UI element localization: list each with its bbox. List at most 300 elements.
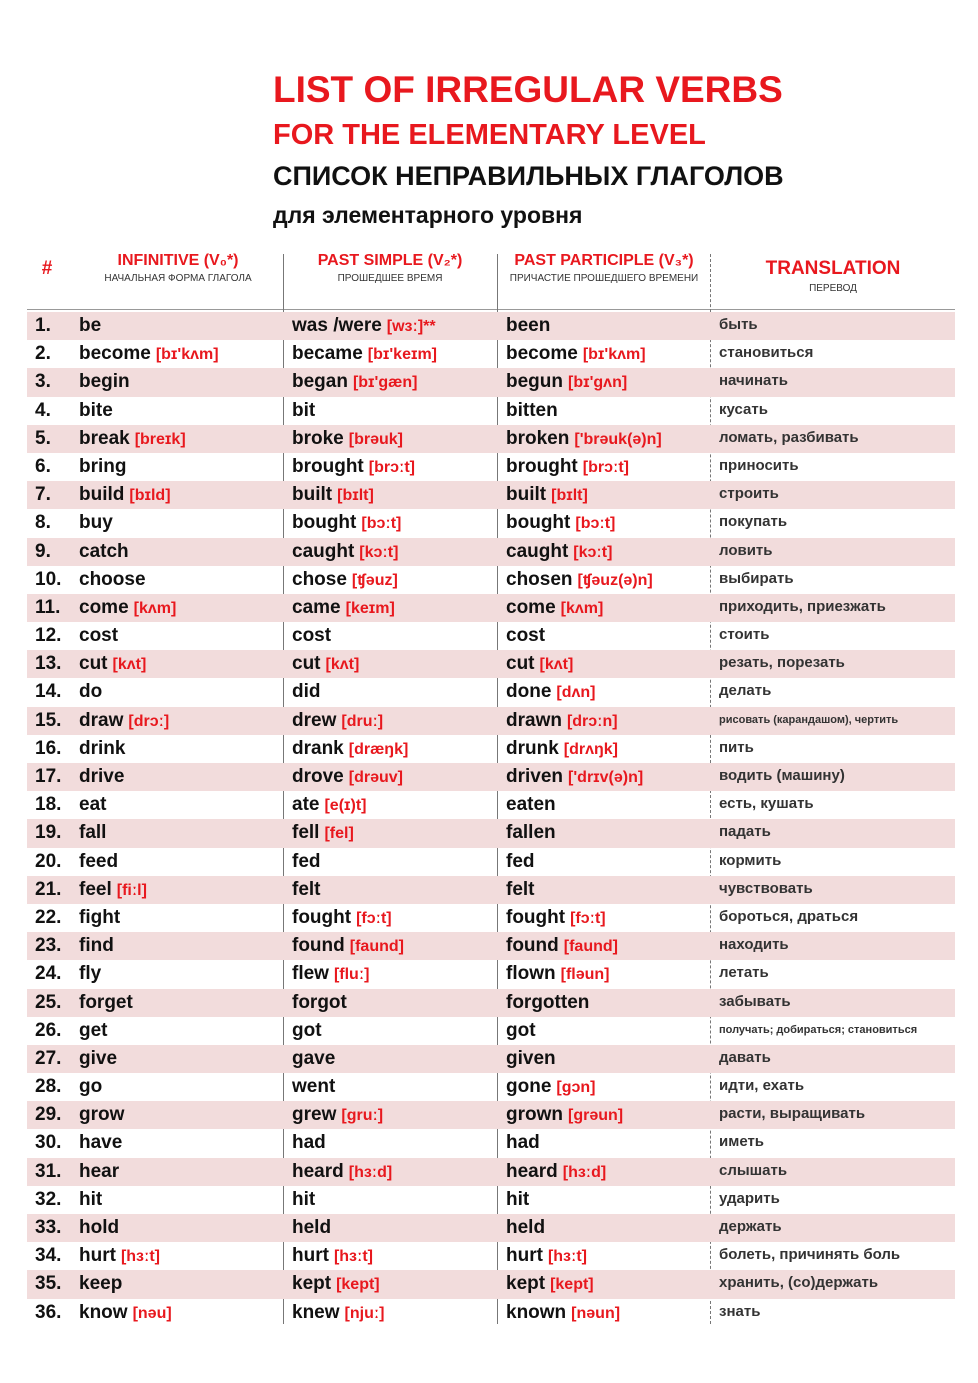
past-simple-cell bbox=[292, 735, 408, 763]
infinitive-cell bbox=[79, 1129, 122, 1157]
infinitive-cell-word: find bbox=[79, 935, 114, 957]
past-participle-cell bbox=[506, 876, 535, 904]
infinitive-cell-word: fall bbox=[79, 822, 107, 844]
header-infinitive bbox=[74, 252, 282, 310]
infinitive-cell-word: get bbox=[79, 1019, 108, 1041]
past-simple-cell-transcription: [wɜː]** bbox=[386, 318, 436, 335]
infinitive-cell bbox=[79, 876, 147, 904]
past-simple-cell-word: chose bbox=[292, 568, 347, 590]
past-simple-cell-word: began bbox=[292, 371, 348, 393]
infinitive-cell-transcription: [drɔː] bbox=[128, 712, 170, 730]
past-simple-cell-word: cost bbox=[292, 625, 332, 647]
infinitive-cell-word: break bbox=[79, 427, 130, 449]
past-participle-cell bbox=[506, 763, 643, 791]
past-simple-cell bbox=[292, 848, 321, 876]
infinitive-cell bbox=[79, 1214, 119, 1242]
past-simple-cell bbox=[292, 1270, 380, 1298]
row-number: 31. bbox=[35, 1160, 62, 1182]
table-row bbox=[27, 538, 955, 566]
page-title: LIST OF IRREGULAR VERBS bbox=[273, 69, 783, 110]
row-number: 35. bbox=[35, 1273, 62, 1295]
past-simple-cell-word: hurt bbox=[292, 1245, 329, 1267]
header-past-label: PAST SIMPLE (V₂*) bbox=[317, 252, 463, 269]
past-participle-cell bbox=[506, 397, 558, 425]
past-simple-cell-word: held bbox=[292, 1217, 332, 1238]
past-participle-cell-word: flown bbox=[506, 963, 556, 985]
infinitive-cell-word: drink bbox=[79, 737, 126, 759]
past-participle-cell-word: been bbox=[506, 315, 551, 336]
past-simple-cell-transcription: [gruː] bbox=[341, 1107, 384, 1125]
past-simple-cell-transcription: [fluː] bbox=[333, 966, 370, 984]
past-participle-cell-transcription: [bɪ'gʌn] bbox=[568, 374, 628, 392]
row-number: 23. bbox=[35, 935, 62, 957]
past-participle-cell bbox=[506, 1270, 594, 1298]
table-row bbox=[27, 1017, 955, 1045]
translation-cell: начинать bbox=[719, 372, 788, 390]
past-simple-cell-word: kept bbox=[292, 1273, 332, 1295]
translation-cell: делать bbox=[719, 682, 772, 700]
past-simple-cell-transcription: [hɜːt] bbox=[333, 1248, 373, 1266]
past-simple-cell bbox=[292, 1129, 326, 1157]
translation-cell: есть, кушать bbox=[719, 795, 814, 813]
past-participle-cell bbox=[506, 453, 629, 481]
row-number: 30. bbox=[35, 1132, 62, 1154]
past-participle-cell-word: brought bbox=[506, 455, 578, 477]
infinitive-cell-word: become bbox=[79, 343, 151, 365]
past-simple-cell-word: broke bbox=[292, 427, 344, 449]
infinitive-cell-word: fly bbox=[79, 963, 102, 985]
table-row bbox=[27, 989, 955, 1017]
past-participle-cell-word: drunk bbox=[506, 737, 559, 759]
translation-cell: идти, ехать bbox=[719, 1077, 805, 1095]
past-participle-cell bbox=[506, 312, 550, 340]
past-simple-cell-word: came bbox=[292, 596, 341, 618]
past-simple-cell-word: brought bbox=[292, 455, 364, 477]
infinitive-cell bbox=[79, 904, 120, 932]
translation-cell: падать bbox=[719, 823, 771, 841]
infinitive-cell bbox=[79, 594, 176, 622]
row-number: 3. bbox=[35, 371, 51, 393]
row-number: 26. bbox=[35, 1019, 62, 1041]
past-simple-cell-word: knew bbox=[292, 1301, 340, 1323]
translation-cell: бороться, драться bbox=[719, 907, 859, 925]
row-number: 12. bbox=[35, 625, 62, 647]
past-participle-cell-transcription: [kɔːt] bbox=[573, 543, 613, 561]
past-simple-cell-word: ate bbox=[292, 794, 320, 816]
row-number: 11. bbox=[35, 596, 61, 618]
table-row bbox=[27, 397, 955, 425]
table-row bbox=[27, 876, 955, 904]
infinitive-cell bbox=[79, 425, 186, 453]
past-participle-cell-word: forgotten bbox=[506, 991, 590, 1013]
translation-cell: приходить, приезжать bbox=[719, 597, 886, 615]
past-simple-cell-transcription: [druː] bbox=[341, 712, 384, 730]
translation-cell: болеть, причинять боль bbox=[719, 1246, 901, 1264]
past-participle-cell bbox=[506, 481, 588, 509]
table-row bbox=[27, 904, 955, 932]
past-participle-cell-word: broken bbox=[506, 427, 570, 449]
row-number: 21. bbox=[35, 878, 62, 900]
past-participle-cell bbox=[506, 622, 545, 650]
infinitive-cell bbox=[79, 312, 101, 340]
infinitive-cell bbox=[79, 509, 113, 537]
past-simple-cell-transcription: [keɪm] bbox=[345, 599, 395, 617]
past-participle-cell bbox=[506, 566, 653, 594]
infinitive-cell-transcription: [bɪ'kʌm] bbox=[155, 346, 219, 364]
past-participle-cell-word: bitten bbox=[506, 399, 558, 421]
past-participle-cell-transcription: [hɜːt] bbox=[547, 1248, 587, 1266]
row-number: 27. bbox=[35, 1047, 62, 1069]
past-participle-cell-transcription: [grəun] bbox=[568, 1107, 624, 1125]
past-simple-cell-word: drank bbox=[292, 737, 344, 759]
past-simple-cell-word: drew bbox=[292, 709, 337, 731]
past-simple-cell-word: fought bbox=[292, 906, 352, 928]
row-number: 14. bbox=[35, 681, 62, 703]
past-participle-cell-word: caught bbox=[506, 540, 569, 562]
past-participle-cell bbox=[506, 1129, 540, 1157]
table-row bbox=[27, 1158, 955, 1186]
table-row bbox=[27, 1270, 955, 1298]
infinitive-cell bbox=[79, 1101, 124, 1129]
infinitive-cell-word: hear bbox=[79, 1160, 120, 1182]
past-participle-cell-word: done bbox=[506, 681, 552, 703]
past-participle-cell-word: chosen bbox=[506, 568, 573, 590]
past-participle-cell-word: become bbox=[506, 343, 578, 365]
table-row bbox=[27, 425, 955, 453]
translation-cell: ловить bbox=[719, 541, 773, 559]
past-simple-cell-word: gave bbox=[292, 1047, 336, 1069]
infinitive-cell-word: forget bbox=[79, 991, 133, 1013]
row-number: 18. bbox=[35, 794, 62, 816]
past-simple-cell bbox=[292, 312, 436, 340]
infinitive-cell bbox=[79, 397, 113, 425]
past-simple-cell-word: drove bbox=[292, 766, 344, 787]
infinitive-cell bbox=[79, 481, 171, 509]
page-title-ru: СПИСОК НЕПРАВИЛЬНЫХ ГЛАГОЛОВ bbox=[273, 161, 784, 191]
past-simple-cell-word: fed bbox=[292, 850, 321, 872]
table-row bbox=[27, 819, 955, 847]
translation-cell: расти, выращивать bbox=[719, 1105, 866, 1123]
past-participle-cell bbox=[506, 791, 556, 819]
past-participle-cell bbox=[506, 1073, 596, 1101]
header-number: # bbox=[41, 258, 53, 279]
infinitive-cell-word: go bbox=[79, 1076, 103, 1098]
past-participle-cell bbox=[506, 960, 609, 988]
past-simple-cell-transcription: [brəuk] bbox=[348, 430, 403, 448]
infinitive-cell bbox=[79, 538, 129, 566]
past-participle-cell-word: hit bbox=[506, 1188, 530, 1210]
past-participle-cell bbox=[506, 538, 612, 566]
past-simple-cell-transcription: [fɔːt] bbox=[356, 909, 392, 927]
past-participle-cell bbox=[506, 594, 603, 622]
past-participle-cell bbox=[506, 1186, 529, 1214]
table-row bbox=[27, 791, 955, 819]
infinitive-cell-word: know bbox=[79, 1301, 128, 1323]
translation-cell: знать bbox=[719, 1302, 761, 1320]
past-simple-cell-word: caught bbox=[292, 540, 355, 562]
past-participle-cell bbox=[506, 1242, 587, 1270]
past-simple-cell bbox=[292, 397, 315, 425]
past-participle-cell-word: gone bbox=[506, 1076, 552, 1098]
table-row bbox=[27, 368, 955, 396]
past-participle-cell-word: begun bbox=[506, 371, 563, 393]
table-row bbox=[27, 650, 955, 678]
infinitive-cell bbox=[79, 1073, 102, 1101]
row-number: 6. bbox=[35, 455, 51, 477]
past-simple-cell bbox=[292, 932, 404, 960]
table-row bbox=[27, 1242, 955, 1270]
past-simple-cell-transcription: [ʧəuz] bbox=[351, 571, 398, 589]
translation-cell: получать; добираться; становиться bbox=[719, 1023, 918, 1036]
past-participle-cell-transcription: [fləun] bbox=[560, 966, 610, 984]
header-divider bbox=[27, 309, 955, 310]
past-participle-cell-word: hurt bbox=[506, 1245, 543, 1267]
translation-cell: становиться bbox=[719, 344, 814, 362]
translation-cell: пить bbox=[719, 738, 754, 756]
infinitive-cell-transcription: [kʌt] bbox=[112, 656, 147, 674]
past-simple-cell-transcription: [njuː] bbox=[344, 1304, 385, 1322]
translation-cell: иметь bbox=[719, 1133, 765, 1151]
past-participle-cell-transcription: [kʌm] bbox=[560, 599, 604, 617]
infinitive-cell-word: cost bbox=[79, 625, 119, 647]
past-simple-cell-transcription: [fel] bbox=[324, 825, 354, 843]
infinitive-cell bbox=[79, 1186, 102, 1214]
past-simple-cell bbox=[292, 340, 437, 368]
translation-cell: рисовать (карандашом), чертить bbox=[719, 713, 899, 726]
table-row bbox=[27, 678, 955, 706]
past-participle-cell-word: come bbox=[506, 596, 556, 618]
infinitive-cell-word: have bbox=[79, 1132, 123, 1154]
past-participle-cell-transcription: [drɔːn] bbox=[566, 712, 618, 730]
table-row bbox=[27, 1186, 955, 1214]
header-translation-sub: ПЕРЕВОД bbox=[809, 283, 857, 294]
table-row bbox=[27, 312, 955, 340]
past-simple-cell-word: had bbox=[292, 1132, 326, 1154]
translation-cell: строить bbox=[719, 485, 779, 503]
past-simple-cell bbox=[292, 904, 392, 932]
row-number: 9. bbox=[35, 540, 51, 562]
translation-cell: стоить bbox=[719, 626, 770, 644]
past-simple-cell-word: became bbox=[292, 343, 363, 365]
past-participle-cell bbox=[506, 707, 618, 735]
infinitive-cell bbox=[79, 960, 101, 988]
infinitive-cell bbox=[79, 1270, 122, 1298]
infinitive-cell-word: keep bbox=[79, 1273, 123, 1295]
table-row bbox=[27, 340, 955, 368]
infinitive-cell bbox=[79, 650, 146, 678]
past-simple-cell-word: hit bbox=[292, 1188, 316, 1210]
past-simple-cell bbox=[292, 1186, 315, 1214]
translation-cell: приносить bbox=[719, 456, 799, 474]
past-simple-cell bbox=[292, 368, 417, 396]
past-simple-cell bbox=[292, 650, 359, 678]
past-simple-cell bbox=[292, 819, 354, 847]
infinitive-cell-word: do bbox=[79, 681, 103, 703]
infinitive-cell-word: come bbox=[79, 596, 129, 618]
past-participle-cell-word: fallen bbox=[506, 822, 556, 844]
past-participle-cell-transcription: ['brəuk(ə)n] bbox=[574, 430, 662, 448]
past-simple-cell bbox=[292, 566, 398, 594]
past-participle-cell bbox=[506, 1101, 623, 1129]
past-participle-cell-transcription: [dʌn] bbox=[556, 684, 596, 702]
table-row bbox=[27, 481, 955, 509]
past-simple-cell bbox=[292, 960, 369, 988]
past-participle-cell-transcription: [bɔːt] bbox=[575, 515, 616, 533]
past-participle-cell bbox=[506, 819, 556, 847]
table-row bbox=[27, 1214, 955, 1242]
past-participle-cell-word: cut bbox=[506, 653, 535, 675]
infinitive-cell bbox=[79, 707, 169, 735]
table-row bbox=[27, 594, 955, 622]
past-participle-cell-word: grown bbox=[506, 1104, 563, 1126]
past-participle-cell bbox=[506, 368, 627, 396]
past-simple-cell-word: found bbox=[292, 935, 345, 957]
past-simple-cell bbox=[292, 1299, 385, 1327]
header-translation bbox=[712, 252, 954, 310]
past-simple-cell-word: built bbox=[292, 484, 333, 506]
table-row bbox=[27, 1101, 955, 1129]
past-participle-cell bbox=[506, 650, 573, 678]
past-participle-cell-word: eaten bbox=[506, 794, 556, 816]
table-row bbox=[27, 763, 955, 791]
row-number: 13. bbox=[35, 653, 62, 675]
infinitive-cell-word: grow bbox=[79, 1104, 125, 1126]
table-row bbox=[27, 509, 955, 537]
page-subtitle-ru: для элементарного уровня bbox=[273, 202, 583, 228]
past-simple-cell-word: felt bbox=[292, 878, 321, 900]
infinitive-cell bbox=[79, 1045, 117, 1073]
past-simple-cell-word: bit bbox=[292, 399, 316, 421]
past-participle-cell bbox=[506, 1158, 606, 1186]
past-simple-cell-transcription: [kɔːt] bbox=[359, 543, 399, 561]
past-participle-cell bbox=[506, 848, 535, 876]
past-participle-cell-word: driven bbox=[506, 766, 564, 787]
table-row bbox=[27, 735, 955, 763]
infinitive-cell-transcription: [fiːl] bbox=[116, 881, 147, 899]
past-simple-cell-word: grew bbox=[292, 1104, 337, 1126]
infinitive-cell bbox=[79, 848, 118, 876]
past-participle-cell-word: fed bbox=[506, 850, 535, 872]
title-block bbox=[273, 66, 784, 234]
past-participle-cell-word: drawn bbox=[506, 709, 562, 731]
row-number: 7. bbox=[35, 484, 51, 506]
row-number: 20. bbox=[35, 850, 62, 872]
infinitive-cell bbox=[79, 1299, 172, 1327]
past-simple-cell-word: bought bbox=[292, 512, 357, 534]
past-participle-cell bbox=[506, 904, 606, 932]
past-participle-cell-transcription: [kʌt] bbox=[539, 656, 574, 674]
infinitive-cell-word: catch bbox=[79, 540, 129, 562]
past-participle-cell-word: kept bbox=[506, 1273, 546, 1295]
past-simple-cell bbox=[292, 622, 331, 650]
table-row bbox=[27, 960, 955, 988]
past-participle-cell-transcription: [fɔːt] bbox=[570, 909, 606, 927]
header-pp-label: PAST PARTICIPLE (V₃*) bbox=[514, 252, 694, 269]
table-row bbox=[27, 707, 955, 735]
past-simple-cell bbox=[292, 481, 374, 509]
past-participle-cell-transcription: [brɔːt] bbox=[582, 458, 629, 476]
table-row bbox=[27, 1299, 955, 1327]
infinitive-cell-transcription: [kʌm] bbox=[133, 599, 177, 617]
past-simple-cell-word: fell bbox=[292, 822, 320, 844]
past-simple-cell-word: forgot bbox=[292, 991, 347, 1013]
past-simple-cell bbox=[292, 989, 347, 1017]
header-past-sub: ПРОШЕДШЕЕ ВРЕМЯ bbox=[337, 273, 443, 284]
past-participle-cell bbox=[506, 1017, 536, 1045]
past-simple-cell-word: was /were bbox=[292, 315, 382, 336]
past-simple-cell bbox=[292, 1045, 335, 1073]
past-simple-cell-word: did bbox=[292, 681, 321, 703]
row-number: 22. bbox=[35, 906, 62, 928]
past-simple-cell-word: flew bbox=[292, 963, 329, 985]
infinitive-cell bbox=[79, 735, 125, 763]
past-participle-cell-transcription: [nəun] bbox=[571, 1304, 621, 1322]
past-participle-cell-word: held bbox=[506, 1217, 546, 1238]
past-participle-cell-word: cost bbox=[506, 625, 546, 647]
past-simple-cell bbox=[292, 1158, 392, 1186]
infinitive-cell-word: eat bbox=[79, 794, 107, 816]
infinitive-cell-transcription: [hɜːt] bbox=[120, 1248, 160, 1266]
infinitive-cell-word: hurt bbox=[79, 1245, 116, 1267]
past-participle-cell bbox=[506, 509, 615, 537]
past-simple-cell-transcription: [bɪ'gæn] bbox=[352, 374, 418, 392]
past-participle-cell-transcription: [kept] bbox=[550, 1276, 594, 1294]
header-translation-label: TRANSLATION bbox=[765, 258, 901, 279]
row-number: 4. bbox=[35, 399, 51, 421]
translation-cell: водить (машину) bbox=[719, 767, 845, 784]
infinitive-cell bbox=[79, 819, 106, 847]
past-simple-cell bbox=[292, 1214, 331, 1242]
translation-cell: быть bbox=[719, 316, 758, 333]
infinitive-cell-transcription: [bɪld] bbox=[129, 487, 171, 505]
past-simple-cell bbox=[292, 678, 321, 706]
past-simple-cell-transcription: [bɔːt] bbox=[361, 515, 402, 533]
infinitive-cell-word: be bbox=[79, 315, 102, 336]
past-participle-cell-word: given bbox=[506, 1047, 556, 1069]
infinitive-cell bbox=[79, 1158, 119, 1186]
infinitive-cell-transcription: [nəu] bbox=[132, 1304, 172, 1322]
row-number: 2. bbox=[35, 343, 51, 365]
past-simple-cell-transcription: [faund] bbox=[349, 938, 404, 956]
past-simple-cell bbox=[292, 876, 321, 904]
row-number: 29. bbox=[35, 1104, 62, 1126]
past-participle-cell bbox=[506, 735, 618, 763]
header-infinitive-sub: НАЧАЛЬНАЯ ФОРМА ГЛАГОЛА bbox=[104, 273, 252, 284]
past-simple-cell-word: cut bbox=[292, 653, 321, 675]
verb-table bbox=[27, 312, 955, 1327]
header-past-simple bbox=[285, 252, 495, 310]
past-participle-cell bbox=[506, 425, 662, 453]
translation-cell: слышать bbox=[719, 1161, 788, 1179]
row-number: 34. bbox=[35, 1245, 62, 1267]
infinitive-cell-word: hold bbox=[79, 1217, 120, 1238]
infinitive-cell-word: cut bbox=[79, 653, 108, 675]
past-participle-cell-word: felt bbox=[506, 878, 535, 900]
infinitive-cell bbox=[79, 622, 118, 650]
past-simple-cell bbox=[292, 1101, 383, 1129]
past-participle-cell-transcription: [gɔn] bbox=[556, 1079, 596, 1097]
infinitive-cell-word: draw bbox=[79, 709, 124, 731]
past-participle-cell-word: heard bbox=[506, 1160, 558, 1182]
translation-cell: покупать bbox=[719, 513, 788, 531]
past-participle-cell-transcription: [bɪlt] bbox=[551, 487, 588, 505]
header-infinitive-label: INFINITIVE (V₀*) bbox=[117, 252, 239, 269]
row-number: 16. bbox=[35, 737, 62, 759]
infinitive-cell bbox=[79, 1242, 160, 1270]
past-simple-cell-transcription: [kept] bbox=[336, 1276, 380, 1294]
past-participle-cell-transcription: [faund] bbox=[563, 938, 618, 956]
past-simple-cell bbox=[292, 1073, 335, 1101]
